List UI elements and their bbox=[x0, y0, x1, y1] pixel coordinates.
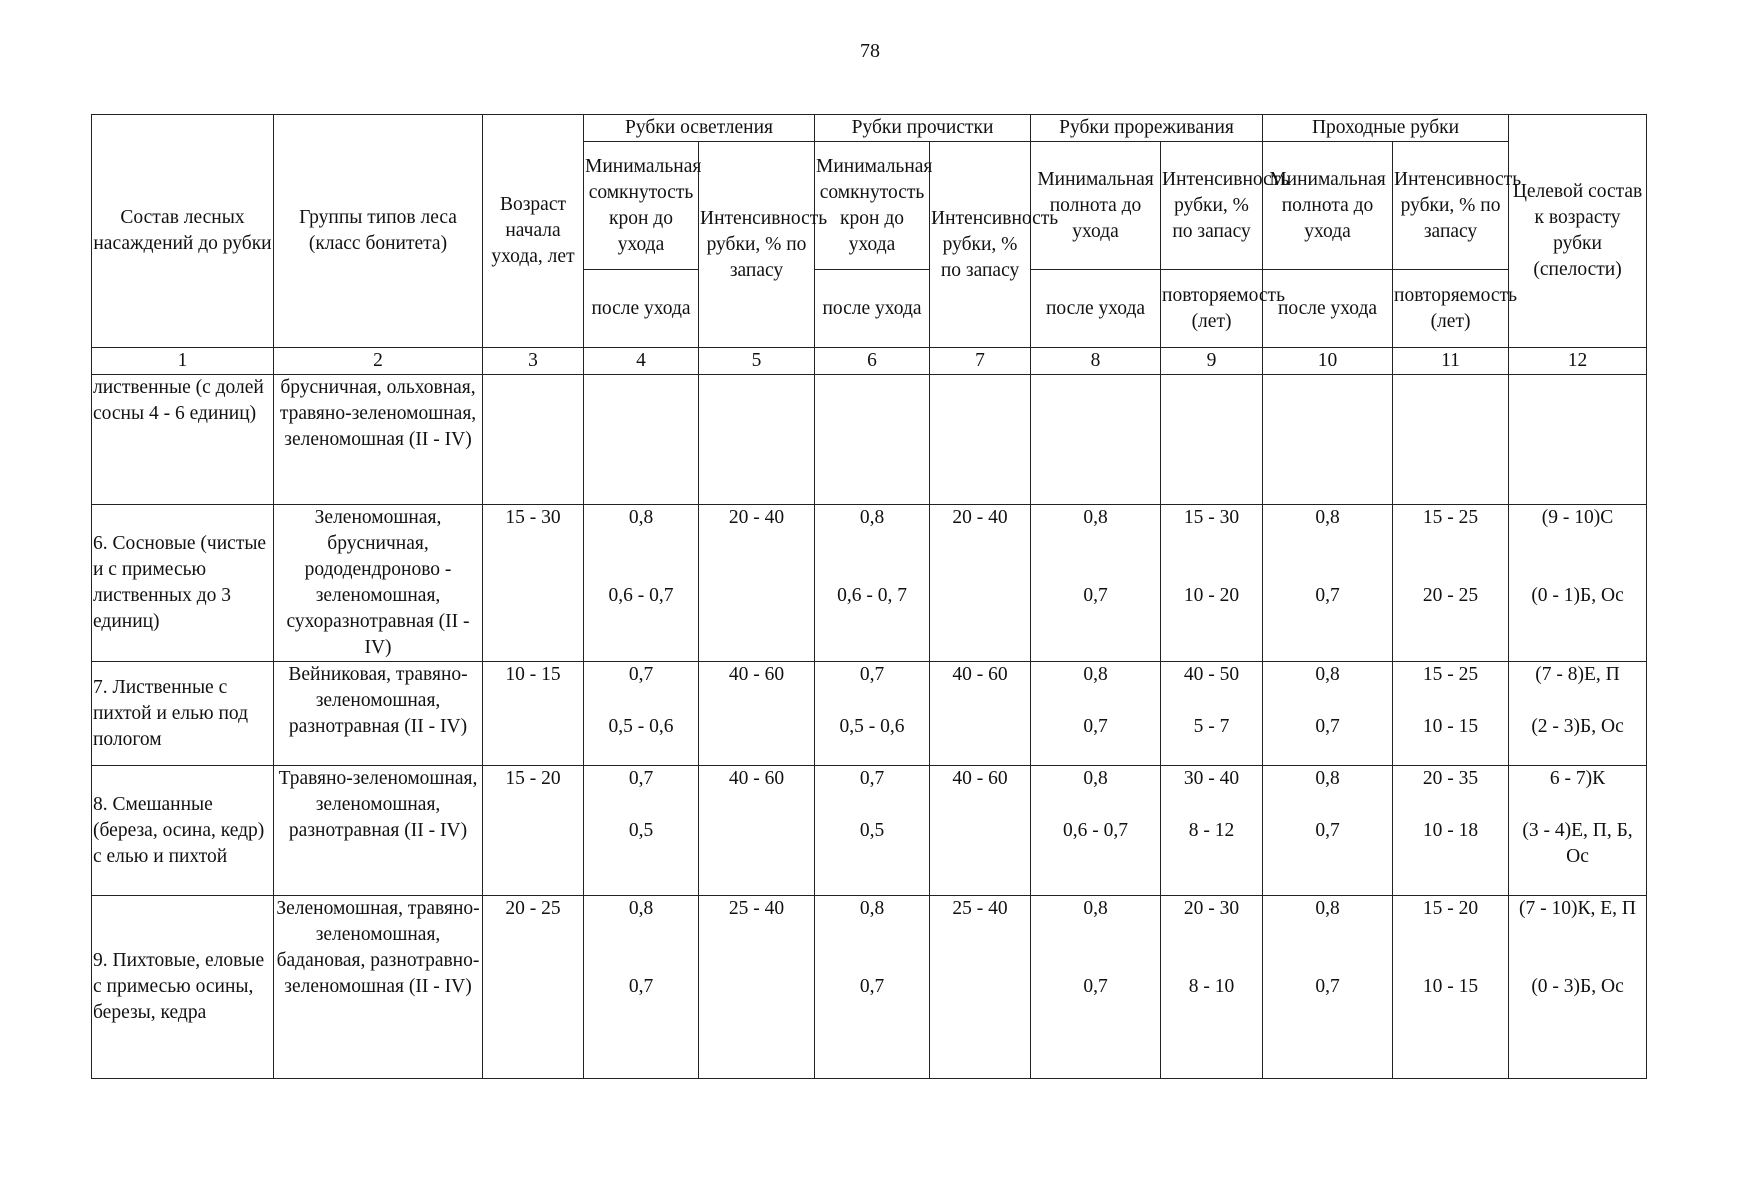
header-start-age: Возраст начала ухода, лет bbox=[483, 115, 584, 348]
cell-density-thinning bbox=[1031, 766, 1161, 896]
cell-forest-type: Вейниковая, травяно-зеленомошная, разнотравная (II - IV) bbox=[274, 662, 483, 766]
cell-closure-cleaning bbox=[815, 375, 930, 505]
cell-target-composition bbox=[1509, 896, 1647, 1079]
value-upper: 15 - 25 bbox=[1422, 507, 1479, 528]
value-upper: 40 - 50 bbox=[1183, 664, 1240, 685]
value-upper: 0,8 bbox=[1083, 507, 1108, 528]
value: 20 - 25 bbox=[505, 898, 561, 919]
cell-density-passage bbox=[1263, 505, 1393, 662]
column-number: 5 bbox=[699, 348, 815, 375]
value-upper: 30 - 40 bbox=[1183, 768, 1240, 789]
cell-intensity-thinning bbox=[1161, 896, 1263, 1079]
value-upper: 0,7 bbox=[859, 664, 885, 685]
value-upper: 0,7 bbox=[859, 768, 885, 789]
cell-intensity-clarification bbox=[699, 766, 815, 896]
header-min-density: Минимальная полнота до ухода bbox=[1031, 142, 1161, 270]
header-after-care: после ухода bbox=[815, 270, 930, 348]
value: 15 - 20 bbox=[505, 768, 561, 789]
cell-closure-clarification bbox=[584, 662, 699, 766]
value-lower: (0 - 3)Б, Ос bbox=[1531, 976, 1624, 997]
cell-intensity-passage bbox=[1393, 662, 1509, 766]
value-lower: 0,7 bbox=[1315, 585, 1340, 606]
table-row bbox=[92, 662, 1647, 766]
cell-intensity-clarification bbox=[699, 375, 815, 505]
column-number: 11 bbox=[1393, 348, 1509, 375]
header-group-clarification: Рубки осветления bbox=[584, 115, 815, 142]
value-lower: 0,6 - 0,7 bbox=[1063, 820, 1129, 841]
header-group-cleaning: Рубки прочистки bbox=[815, 115, 1031, 142]
value-upper: 15 - 25 bbox=[1422, 664, 1479, 685]
value-lower: (3 - 4)Е, П, Б, Ос bbox=[1522, 820, 1633, 867]
value-upper: 20 - 35 bbox=[1422, 768, 1479, 789]
cell-intensity-clarification bbox=[699, 505, 815, 662]
cell-start-age bbox=[483, 662, 584, 766]
cell-intensity-clarification bbox=[699, 896, 815, 1079]
cell-closure-cleaning bbox=[815, 766, 930, 896]
value: 40 - 60 bbox=[952, 768, 1008, 789]
cell-intensity-cleaning bbox=[930, 896, 1031, 1079]
value: 10 - 15 bbox=[505, 664, 561, 685]
value-lower: (2 - 3)Б, Ос bbox=[1531, 716, 1624, 737]
cell-start-age bbox=[483, 375, 584, 505]
value-lower: 0,5 bbox=[628, 820, 654, 841]
header-intensity: Интенсивность рубки, % по запасу bbox=[1161, 142, 1263, 270]
value-lower: 10 - 15 bbox=[1422, 716, 1479, 737]
cell-forest-type: брусничная, ольховная, травяно-зеленомошная, зеленомошная (II - IV) bbox=[274, 375, 483, 505]
cell-closure-cleaning bbox=[815, 896, 930, 1079]
cell-forest-type: Зеленомошная, травяно-зеленомошная, бадановая, разнотравно-зеленомошная (II - IV) bbox=[274, 896, 483, 1079]
cell-intensity-passage bbox=[1393, 766, 1509, 896]
value-upper: (9 - 10)С bbox=[1541, 507, 1614, 528]
value: 40 - 60 bbox=[728, 768, 785, 789]
header-repeatability: повторяемость (лет) bbox=[1393, 270, 1509, 348]
header-group-thinning: Рубки прореживания bbox=[1031, 115, 1263, 142]
header-composition: Состав лесных насаждений до рубки bbox=[92, 115, 274, 348]
cell-target-composition bbox=[1509, 766, 1647, 896]
value-upper: 0,8 bbox=[1083, 898, 1108, 919]
cell-forest-type: Зеленомошная, брусничная, рододендроново - зеленомошная, сухоразнотравная (II - IV) bbox=[274, 505, 483, 662]
value-upper: 0,8 bbox=[1083, 768, 1108, 789]
cell-closure-cleaning bbox=[815, 505, 930, 662]
column-number: 6 bbox=[815, 348, 930, 375]
value-lower: 0,7 bbox=[628, 976, 654, 997]
cell-composition: 8. Смешанные (береза, осина, кедр) с елью и пихтой bbox=[92, 766, 274, 896]
cell-composition: 6. Сосновые (чистые и с примесью лиственных до 3 единиц) bbox=[92, 505, 274, 662]
table-row bbox=[92, 505, 1647, 662]
cell-start-age bbox=[483, 896, 584, 1079]
value-upper: 15 - 30 bbox=[1183, 507, 1240, 528]
column-number: 7 bbox=[930, 348, 1031, 375]
value-lower: 5 - 7 bbox=[1193, 716, 1230, 737]
value-upper: 0,8 bbox=[628, 507, 654, 528]
value-lower: 0,7 bbox=[1083, 976, 1108, 997]
cell-target-composition bbox=[1509, 375, 1647, 505]
cell-density-passage bbox=[1263, 766, 1393, 896]
cell-start-age bbox=[483, 505, 584, 662]
cell-target-composition bbox=[1509, 662, 1647, 766]
column-number: 4 bbox=[584, 348, 699, 375]
cell-forest-type: Травяно-зеленомошная, зеленомошная, разнотравная (II - IV) bbox=[274, 766, 483, 896]
header-repeatability: повторяемость (лет) bbox=[1161, 270, 1263, 348]
table-row bbox=[92, 896, 1647, 1079]
header-target-composition: Целевой состав к возрасту рубки (спелости) bbox=[1509, 115, 1647, 348]
value-upper: 0,8 bbox=[859, 507, 885, 528]
cell-density-thinning bbox=[1031, 375, 1161, 505]
value-upper: 0,8 bbox=[628, 898, 654, 919]
value-lower: 0,7 bbox=[1083, 716, 1108, 737]
value-lower: 0,7 bbox=[1315, 976, 1340, 997]
header-intensity: Интенсивность рубки, % по запасу bbox=[930, 142, 1031, 348]
value-lower: 0,6 - 0,7 bbox=[608, 585, 674, 606]
value-lower: 20 - 25 bbox=[1422, 585, 1479, 606]
value: 20 - 40 bbox=[728, 507, 785, 528]
value-lower: 10 - 18 bbox=[1422, 820, 1479, 841]
table-row bbox=[92, 766, 1647, 896]
header-min-closure: Минимальная сомкнутость крон до ухода bbox=[584, 142, 699, 270]
header-intensity: Интенсивность рубки, % по запасу bbox=[1393, 142, 1509, 270]
value-upper: 0,8 bbox=[1315, 898, 1340, 919]
value: 25 - 40 bbox=[728, 898, 785, 919]
value-lower: (0 - 1)Б, Ос bbox=[1531, 585, 1624, 606]
value-upper: 0,8 bbox=[859, 898, 885, 919]
cell-intensity-cleaning bbox=[930, 505, 1031, 662]
cell-density-thinning bbox=[1031, 896, 1161, 1079]
cell-intensity-thinning bbox=[1161, 662, 1263, 766]
cell-intensity-cleaning bbox=[930, 766, 1031, 896]
value-lower: 8 - 10 bbox=[1188, 976, 1235, 997]
header-after-care: после ухода bbox=[1031, 270, 1161, 348]
cell-density-passage bbox=[1263, 375, 1393, 505]
value-lower: 0,5 bbox=[859, 820, 885, 841]
value-lower: 0,5 - 0,6 bbox=[839, 716, 905, 737]
cell-intensity-cleaning bbox=[930, 375, 1031, 505]
value: 20 - 40 bbox=[952, 507, 1008, 528]
cell-composition: 7. Лиственные с пихтой и елью под пологом bbox=[92, 662, 274, 766]
cell-closure-clarification bbox=[584, 896, 699, 1079]
cell-density-thinning bbox=[1031, 662, 1161, 766]
header-group-passage: Проходные рубки bbox=[1263, 115, 1509, 142]
value: 40 - 60 bbox=[952, 664, 1008, 685]
cell-composition: лиственные (с долей сосны 4 - 6 единиц) bbox=[92, 375, 274, 505]
cell-closure-cleaning bbox=[815, 662, 930, 766]
header-forest-type: Группы типов леса (класс бонитета) bbox=[274, 115, 483, 348]
cell-composition: 9. Пихтовые, еловые с примесью осины, березы, кедра bbox=[92, 896, 274, 1079]
forest-thinning-table bbox=[91, 114, 1647, 1079]
cell-intensity-passage bbox=[1393, 375, 1509, 505]
cell-closure-clarification bbox=[584, 375, 699, 505]
cell-density-passage bbox=[1263, 662, 1393, 766]
value-upper: 0,8 bbox=[1315, 507, 1340, 528]
value-lower: 8 - 12 bbox=[1188, 820, 1235, 841]
value: 25 - 40 bbox=[952, 898, 1008, 919]
cell-closure-clarification bbox=[584, 766, 699, 896]
value-lower: 0,7 bbox=[1315, 716, 1340, 737]
header-min-closure: Минимальная сомкнутость крон до ухода bbox=[815, 142, 930, 270]
cell-density-thinning bbox=[1031, 505, 1161, 662]
header-min-density: Минимальная полнота до ухода bbox=[1263, 142, 1393, 270]
value-upper: 0,8 bbox=[1315, 768, 1340, 789]
value-lower: 0,6 - 0, 7 bbox=[837, 585, 907, 606]
table-row bbox=[92, 375, 1647, 505]
value-upper: 0,8 bbox=[1315, 664, 1340, 685]
cell-intensity-clarification bbox=[699, 662, 815, 766]
column-number: 12 bbox=[1509, 348, 1647, 375]
page-number: 78 bbox=[860, 40, 880, 62]
value-lower: 0,7 bbox=[1315, 820, 1340, 841]
value-lower: 10 - 15 bbox=[1422, 976, 1479, 997]
cell-intensity-thinning bbox=[1161, 375, 1263, 505]
value-upper: (7 - 10)К, Е, П bbox=[1519, 898, 1637, 919]
value-lower: 0,5 - 0,6 bbox=[608, 716, 674, 737]
value-upper: 0,8 bbox=[1083, 664, 1108, 685]
cell-intensity-cleaning bbox=[930, 662, 1031, 766]
value-lower: 0,7 bbox=[859, 976, 885, 997]
value-upper: 0,7 bbox=[628, 664, 654, 685]
cell-target-composition bbox=[1509, 505, 1647, 662]
column-number: 3 bbox=[483, 348, 584, 375]
value-upper: 20 - 30 bbox=[1183, 898, 1240, 919]
value-upper: 0,7 bbox=[628, 768, 654, 789]
column-number: 9 bbox=[1161, 348, 1263, 375]
cell-start-age bbox=[483, 766, 584, 896]
value-upper: 6 - 7)К bbox=[1549, 768, 1606, 789]
header-after-care: после ухода bbox=[1263, 270, 1393, 348]
column-number: 10 bbox=[1263, 348, 1393, 375]
column-number: 8 bbox=[1031, 348, 1161, 375]
cell-intensity-thinning bbox=[1161, 766, 1263, 896]
column-number: 1 bbox=[92, 348, 274, 375]
cell-intensity-passage bbox=[1393, 505, 1509, 662]
value: 40 - 60 bbox=[728, 664, 785, 685]
value-lower: 0,7 bbox=[1083, 585, 1108, 606]
value-upper: (7 - 8)Е, П bbox=[1535, 664, 1620, 685]
cell-intensity-passage bbox=[1393, 896, 1509, 1079]
column-number: 2 bbox=[274, 348, 483, 375]
value-upper: 15 - 20 bbox=[1422, 898, 1479, 919]
header-after-care: после ухода bbox=[584, 270, 699, 348]
cell-intensity-thinning bbox=[1161, 505, 1263, 662]
cell-density-passage bbox=[1263, 896, 1393, 1079]
header-intensity: Интенсивность рубки, % по запасу bbox=[699, 142, 815, 348]
value-lower: 10 - 20 bbox=[1183, 585, 1240, 606]
table-body bbox=[92, 375, 1647, 1079]
value: 15 - 30 bbox=[505, 507, 561, 528]
cell-closure-clarification bbox=[584, 505, 699, 662]
